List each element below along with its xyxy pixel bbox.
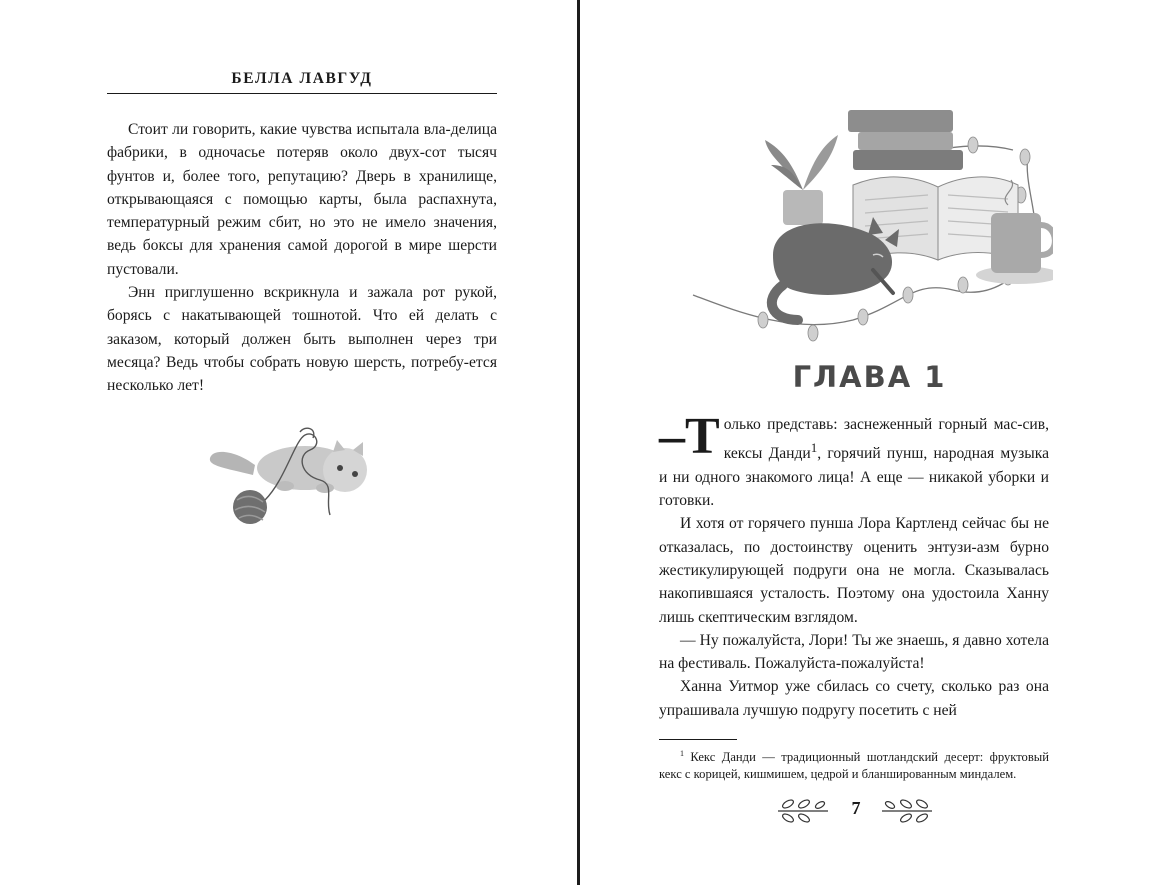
right-body-text — [659, 408, 1049, 722]
footnote-rule — [659, 739, 737, 740]
dropcap-letter: Т — [685, 408, 720, 465]
dropcap — [659, 408, 720, 465]
page-folio — [770, 792, 940, 828]
dropcap-dash: – — [659, 408, 685, 465]
chapter-title: ГЛАВА 1 — [792, 360, 947, 394]
footnote-text: Кекс Данди — традиционный шотландский десерт: фруктовый кекс с корицей, кишмишем, цедрой и бланшированным миндалем. — [659, 750, 1049, 782]
cozy-reading-cat-illustration — [673, 95, 1053, 345]
footnote-number: 1 — [680, 749, 684, 758]
running-head-rule — [107, 93, 497, 94]
footnote-marker[interactable]: 1 — [810, 440, 818, 456]
left-page — [0, 0, 577, 885]
paragraph: И хотя от горячего пунша Лора Картленд сейчас бы не отказалась, по достоинству оценить энтузи-азм бурно жестикулирующей подруги она не могла. Сказывалась накопившаяся усталость. Поэтому она удостоила Ханну лишь скептическим взглядом. — [659, 515, 1049, 626]
paragraph: Стоит ли говорить, какие чувства испытала вла-делица фабрики, в одночасье потеряв около двух-сот тысяч фунтов и, более того, репутацию? Дверь в хранилище, открывающаяся с помощью карты, была распахнута, температурный режим сбит, но это не имело значения, ведь боксы для хранения самой дорогой в мире шерсти пустовали. — [107, 121, 497, 278]
kitten-with-yarn-illustration — [205, 420, 375, 530]
leaf-sprig-icon — [774, 796, 832, 826]
footnote — [659, 745, 1049, 783]
opening-text-end: , горячий пунш, народная музыка и ни одного знакомого лица! А еще — никакой уборки и готовки. — [659, 445, 1049, 510]
leaf-sprig-icon — [878, 796, 936, 826]
paragraph: Энн приглушенно вскрикнула и зажала рот рукой, борясь с накатывающей тошнотой. Что ей делать с заказом, который должен быть выполнен через три месяца? Ведь чтобы собрать новую шерсть, потребу-ется несколько лет! — [107, 284, 497, 395]
paragraph: — Ну пожалуйста, Лори! Ты же знаешь, я давно хотела на фестиваль. Пожалуйста-пожалуйста! — [659, 631, 1049, 673]
paragraph: Ханна Уитмор уже сбилась со счету, сколько раз она упрашивала лучшую подругу посетить с ней — [659, 678, 1049, 719]
opening-text: олько представь: заснеженный горный мас-сив, кексы Данди — [723, 416, 1049, 463]
running-head: БЕЛЛА ЛАВГУД — [231, 70, 373, 87]
page-number: 7 — [851, 798, 861, 818]
right-page — [580, 0, 1159, 885]
left-body-text — [107, 118, 497, 398]
opening-paragraph — [659, 408, 1049, 512]
